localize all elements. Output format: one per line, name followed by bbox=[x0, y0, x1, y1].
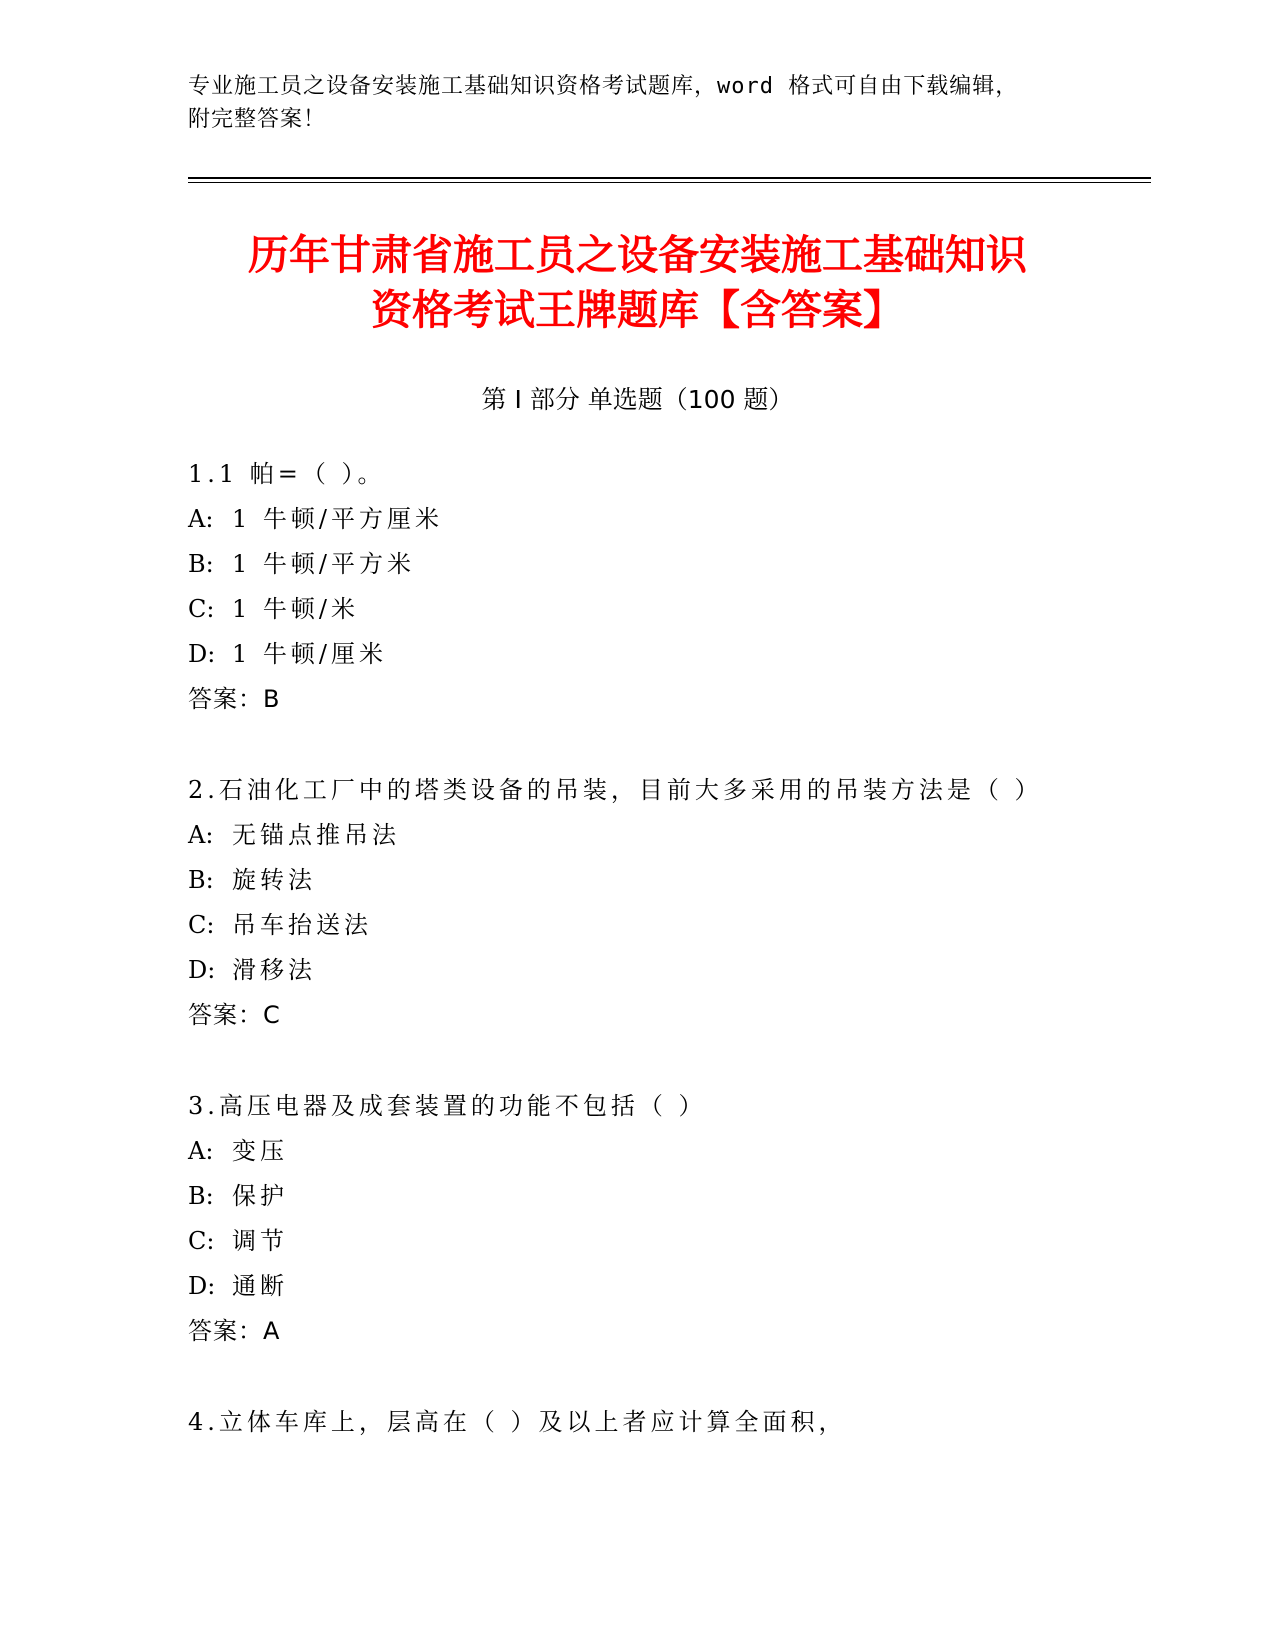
option-text: 保护 bbox=[232, 1182, 288, 1210]
option-a bbox=[188, 1129, 1148, 1174]
option-prefix: D: bbox=[188, 956, 216, 984]
option-prefix: D: bbox=[188, 640, 216, 668]
option-text: 滑移法 bbox=[232, 956, 316, 984]
header-note bbox=[188, 70, 1088, 136]
question-2 bbox=[188, 768, 1148, 1038]
option-d bbox=[188, 948, 1148, 993]
option-d bbox=[188, 632, 1148, 677]
option-c bbox=[188, 903, 1148, 948]
option-text: 旋转法 bbox=[232, 866, 316, 894]
option-prefix: A: bbox=[188, 821, 214, 849]
option-prefix: A: bbox=[188, 505, 214, 533]
option-text: 1 牛顿/米 bbox=[232, 595, 359, 623]
header-note-line-1: 专业施工员之设备安装施工基础知识资格考试题库，word 格式可自由下载编辑， bbox=[188, 74, 1019, 99]
option-text: 1 牛顿/厘米 bbox=[232, 640, 387, 668]
option-text: 1 牛顿/平方米 bbox=[232, 550, 415, 578]
question-1 bbox=[188, 452, 1148, 722]
option-prefix: C: bbox=[188, 595, 215, 623]
option-text: 1 牛顿/平方厘米 bbox=[232, 505, 443, 533]
header-divider-thin bbox=[188, 182, 1151, 183]
option-prefix: A: bbox=[188, 1137, 214, 1165]
option-prefix: B: bbox=[188, 866, 214, 894]
option-prefix: D: bbox=[188, 1272, 216, 1300]
option-c bbox=[188, 1219, 1148, 1264]
section-heading: 第 I 部分 单选题（100 题） bbox=[481, 385, 794, 414]
answer-line: 答案：C bbox=[188, 1001, 281, 1029]
question-stem: 2.石油化工厂中的塔类设备的吊装，目前大多采用的吊装方法是（ ） bbox=[188, 776, 1043, 804]
document-title-line-1: 历年甘肃省施工员之设备安装施工基础知识 bbox=[248, 231, 1027, 279]
option-d bbox=[188, 1264, 1148, 1309]
option-text: 通断 bbox=[232, 1272, 288, 1300]
question-stem: 4.立体车库上，层高在（ ）及以上者应计算全面积， bbox=[188, 1408, 847, 1436]
option-text: 调节 bbox=[232, 1227, 288, 1255]
option-b bbox=[188, 542, 1148, 587]
option-text: 无锚点推吊法 bbox=[232, 821, 400, 849]
question-3 bbox=[188, 1084, 1148, 1354]
document-title-line-2: 资格考试王牌题库【含答案】 bbox=[371, 286, 904, 334]
option-a bbox=[188, 497, 1148, 542]
header-divider-thick bbox=[188, 177, 1151, 179]
option-a bbox=[188, 813, 1148, 858]
question-4 bbox=[188, 1400, 1148, 1445]
option-prefix: B: bbox=[188, 1182, 214, 1210]
answer-line: 答案：B bbox=[188, 685, 281, 713]
header-note-line-2: 附完整答案！ bbox=[188, 107, 327, 132]
option-text: 变压 bbox=[232, 1137, 288, 1165]
question-stem: 1.1 帕=（ ）。 bbox=[188, 460, 386, 488]
option-b bbox=[188, 1174, 1148, 1219]
option-b bbox=[188, 858, 1148, 903]
option-c bbox=[188, 587, 1148, 632]
option-prefix: C: bbox=[188, 911, 215, 939]
answer-line: 答案：A bbox=[188, 1317, 281, 1345]
option-prefix: B: bbox=[188, 550, 214, 578]
option-prefix: C: bbox=[188, 1227, 215, 1255]
question-stem: 3.高压电器及成套装置的功能不包括（ ） bbox=[188, 1092, 707, 1120]
option-text: 吊车抬送法 bbox=[232, 911, 372, 939]
